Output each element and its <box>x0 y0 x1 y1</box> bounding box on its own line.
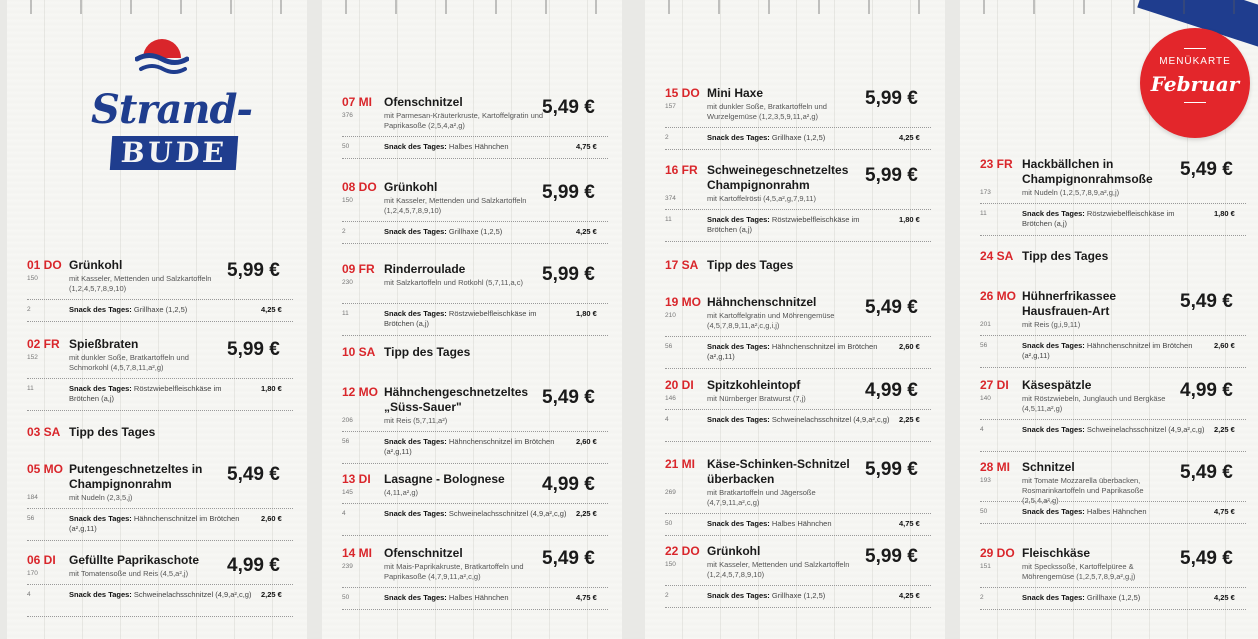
entry-price: 5,99 € <box>865 88 918 109</box>
snack-price: 4,75 € <box>576 593 597 602</box>
entry-day: 24 SA <box>980 249 1014 263</box>
entry-bottom-divider <box>665 535 931 536</box>
entry-divider <box>342 221 608 222</box>
snack-of-the-day <box>384 227 568 237</box>
entry-title: Hackbällchen in Champignonrahmsoße <box>1022 157 1153 186</box>
entry-bottom-divider <box>27 616 293 617</box>
snack-price: 4,25 € <box>1214 593 1235 602</box>
entry-day: 10 SA <box>342 345 376 359</box>
entry-description: (4,11,a²,g) <box>384 488 419 497</box>
entry-number: 184 <box>27 494 38 501</box>
entry-title: Ofenschnitzel <box>384 546 463 560</box>
snack-text: Schweinelachsschnitzel (4,9,a²,c,g) <box>771 415 890 424</box>
entry-price: 5,49 € <box>542 548 595 569</box>
entry-price: 5,99 € <box>227 339 280 360</box>
strandbude-logo <box>85 28 253 169</box>
entry-day: 03 SA <box>27 425 61 439</box>
entry-title: Tipp des Tages <box>1022 249 1109 263</box>
snack-label: Snack des Tages: <box>384 227 447 236</box>
menu-panel-2 <box>322 0 622 639</box>
entry-description: mit Tomatensoße und Reis (4,5,a²,j) <box>69 569 189 578</box>
entry-price: 5,99 € <box>865 165 918 186</box>
entry-price: 5,99 € <box>865 546 918 567</box>
entry-day: 12 MO <box>342 385 379 399</box>
entry-price: 4,99 € <box>227 555 280 576</box>
sun-wave-icon <box>135 28 189 79</box>
entry-bottom-divider <box>27 410 293 411</box>
entry-divider <box>342 587 608 588</box>
entry-description: mit Salzkartoffeln und Rotkohl (5,7,11,a,c) <box>384 278 523 287</box>
entry-number: 152 <box>27 354 38 361</box>
entry-bottom-divider <box>342 158 608 159</box>
entry-price: 5,49 € <box>542 97 595 118</box>
entry-bottom-divider <box>980 367 1246 368</box>
entry-price: 4,99 € <box>865 380 918 401</box>
snack-price: 2,60 € <box>576 437 597 446</box>
snack-text: Röstzwiebelfleischkäse im Brötchen (a,j) <box>1022 209 1175 228</box>
entry-day: 13 DI <box>342 472 371 486</box>
snack-number: 50 <box>342 143 350 150</box>
entry-number: 230 <box>342 279 353 286</box>
entry-description: mit Kasseler, Mettenden und Salzkartoffeln (1,2,4,5,7,8,9,10) <box>69 274 212 293</box>
snack-price: 2,60 € <box>261 514 282 523</box>
entry-title: Hähnchengeschnetzeltes „Süss-Sauer" <box>384 385 529 414</box>
entry-description: mit Kartoffelrösti (4,5,a²,g,7,9,11) <box>707 194 816 203</box>
snack-text: Röstzwiebelfleischkäse im Brötchen (a,j) <box>384 309 537 328</box>
entry-divider <box>27 508 293 509</box>
entry-description: mit Nudeln (1,2,5,7,8,9,a²,g,j) <box>1022 188 1120 197</box>
entry-title: Hühnerfrikassee Hausfrauen-Art <box>1022 289 1117 318</box>
snack-label: Snack des Tages: <box>1022 425 1085 434</box>
entry-description: mit Reis (5,7,11,a²) <box>384 416 448 425</box>
entry-price: 5,49 € <box>542 387 595 408</box>
snack-label: Snack des Tages: <box>384 437 447 446</box>
badge-line2: Februar <box>1150 72 1240 96</box>
entry-day: 17 SA <box>665 258 699 272</box>
snack-price: 2,25 € <box>576 509 597 518</box>
entry-day: 20 DI <box>665 378 694 392</box>
snack-price: 2,60 € <box>899 342 920 351</box>
snack-number: 11 <box>665 216 672 223</box>
entry-number: 239 <box>342 563 353 570</box>
entry-day: 05 MO <box>27 462 64 476</box>
snack-of-the-day <box>384 309 568 329</box>
entry-day: 23 FR <box>980 157 1013 171</box>
entry-day: 22 DO <box>665 544 700 558</box>
snack-label: Snack des Tages: <box>1022 209 1085 218</box>
snack-price: 4,75 € <box>1214 507 1235 516</box>
entry-description: mit Speckssoße, Kartoffelpüree & Möhrengemüse (1,2,5,7,8,9,a²,g,j) <box>1022 562 1136 581</box>
entry-number: 145 <box>342 489 353 496</box>
entry-divider <box>980 419 1246 420</box>
entry-number: 210 <box>665 312 676 319</box>
snack-of-the-day <box>384 437 568 457</box>
badge-line <box>1184 102 1206 103</box>
snack-number: 4 <box>27 591 31 598</box>
snack-price: 4,75 € <box>576 142 597 151</box>
entry-divider <box>980 203 1246 204</box>
entry-description: mit Kasseler, Mettenden und Salzkartoffeln (1,2,4,5,7,8,9,10) <box>384 196 527 215</box>
snack-label: Snack des Tages: <box>707 415 770 424</box>
snack-number: 2 <box>665 134 669 141</box>
snack-number: 50 <box>342 594 350 601</box>
entry-title: Lasagne - Bolognese <box>384 472 505 486</box>
snack-number: 56 <box>665 343 673 350</box>
entry-divider <box>27 299 293 300</box>
snack-label: Snack des Tages: <box>384 593 447 602</box>
entry-bottom-divider <box>980 235 1246 236</box>
entry-day: 08 DO <box>342 180 377 194</box>
snack-text: Röstzwiebelfleischkäse im Brötchen (a,j) <box>69 384 222 403</box>
snack-number: 4 <box>342 510 346 517</box>
entry-number: 140 <box>980 395 991 402</box>
entry-divider <box>665 513 931 514</box>
entry-number: 376 <box>342 112 353 119</box>
entry-day: 07 MI <box>342 95 373 109</box>
entry-description: mit Nürnberger Bratwurst (7,j) <box>707 394 806 403</box>
entry-day: 14 MI <box>342 546 373 560</box>
entry-price: 5,49 € <box>865 297 918 318</box>
snack-label: Snack des Tages: <box>384 309 447 318</box>
badge-line1: MENÜKARTE <box>1159 56 1231 67</box>
snack-number: 11 <box>342 310 349 317</box>
snack-label: Snack des Tages: <box>707 342 770 351</box>
snack-number: 11 <box>980 210 987 217</box>
snack-label: Snack des Tages: <box>1022 507 1085 516</box>
snack-number: 2 <box>665 592 669 599</box>
entry-divider <box>342 303 608 304</box>
snack-number: 4 <box>980 426 984 433</box>
snack-of-the-day <box>1022 209 1206 229</box>
entry-title: Rinderroulade <box>384 262 466 276</box>
snack-number: 2 <box>27 306 31 313</box>
entry-divider <box>665 585 931 586</box>
snack-text: Grillhaxe (1,2,5) <box>771 133 826 142</box>
snack-price: 1,80 € <box>899 215 920 224</box>
entry-divider <box>980 587 1246 588</box>
entry-day: 29 DO <box>980 546 1015 560</box>
snack-text: Schweinelachsschnitzel (4,9,a²,c,g) <box>1086 425 1205 434</box>
entry-number: 150 <box>27 275 38 282</box>
entry-description: mit Bratkartoffeln und Jägersoße (4,7,9,11,a²,c,g) <box>707 488 816 507</box>
entry-day: 28 MI <box>980 460 1011 474</box>
entry-price: 5,49 € <box>1180 462 1233 483</box>
entry-bottom-divider <box>342 463 608 464</box>
snack-of-the-day <box>707 133 891 143</box>
snack-of-the-day <box>69 384 253 404</box>
snack-number: 2 <box>342 228 346 235</box>
entry-number: 173 <box>980 189 991 196</box>
entry-title: Grünkohl <box>384 180 438 194</box>
entry-number: 206 <box>342 417 353 424</box>
entry-number: 374 <box>665 195 676 202</box>
snack-of-the-day <box>384 142 568 152</box>
entry-bottom-divider <box>665 149 931 150</box>
entry-description: mit dunkler Soße, Bratkartoffeln und Wurzelgemüse (1,2,3,5,9,11,a²,g) <box>707 102 827 121</box>
snack-of-the-day <box>707 215 891 235</box>
snack-of-the-day <box>1022 341 1206 361</box>
entry-description: mit Mais-Paprikakruste, Bratkartoffeln und Paprikasoße (4,7,9,11,a²,c,g) <box>384 562 524 581</box>
entry-description: mit Kartoffelgratin und Möhrengemüse (4,5,7,8,9,11,a²,c,g,i,j) <box>707 311 835 330</box>
entry-divider <box>342 503 608 504</box>
entry-bottom-divider <box>27 540 293 541</box>
snack-price: 4,25 € <box>899 133 920 142</box>
entry-price: 5,49 € <box>1180 159 1233 180</box>
entry-number: 146 <box>665 395 676 402</box>
entry-divider <box>665 409 931 410</box>
snack-number: 50 <box>665 520 673 527</box>
logo-bude: BUDE <box>110 136 238 170</box>
snack-of-the-day <box>69 514 253 534</box>
entry-title: Putengeschnetzeltes in Champignonrahm <box>69 462 203 491</box>
entry-title: Ofenschnitzel <box>384 95 463 109</box>
entry-bottom-divider <box>980 523 1246 524</box>
snack-price: 2,60 € <box>1214 341 1235 350</box>
entry-number: 151 <box>980 563 991 570</box>
entry-title: Käse-Schinken-Schnitzel überbacken <box>707 457 850 486</box>
entry-description: mit Röstzwiebeln, Junglauch und Bergkäse (4,5,11,a²,g) <box>1022 394 1166 413</box>
entry-price: 5,99 € <box>227 260 280 281</box>
entry-price: 5,49 € <box>227 464 280 485</box>
entry-number: 269 <box>665 489 676 496</box>
snack-text: Halbes Hähnchen <box>448 142 509 151</box>
entry-title: Gefüllte Paprikaschote <box>69 553 200 567</box>
snack-price: 4,75 € <box>899 519 920 528</box>
entry-day: 09 FR <box>342 262 375 276</box>
entry-bottom-divider <box>980 451 1246 452</box>
snack-text: Halbes Hähnchen <box>1086 507 1147 516</box>
entry-day: 26 MO <box>980 289 1017 303</box>
entry-description: mit Tomate Mozzarella überbacken, Rosmarinkartoffeln und Paprikasoße (2,5,4,a²,g) <box>1022 476 1144 505</box>
snack-of-the-day <box>707 591 891 601</box>
snack-of-the-day <box>1022 593 1206 603</box>
entry-description: mit dunkler Soße, Bratkartoffeln und Schmorkohl (4,5,7,8,11,a²,g) <box>69 353 189 372</box>
entry-bottom-divider <box>342 609 608 610</box>
snack-text: Schweinelachsschnitzel (4,9,a²,c,g) <box>133 590 252 599</box>
entry-divider <box>665 336 931 337</box>
snack-text: Halbes Hähnchen <box>448 593 509 602</box>
entry-title: Tipp des Tages <box>69 425 156 439</box>
entry-title: Mini Haxe <box>707 86 764 100</box>
entry-divider <box>27 584 293 585</box>
entry-bottom-divider <box>665 607 931 608</box>
entry-divider <box>665 127 931 128</box>
entry-title: Schweinegeschnetzeltes Champignonrahm <box>707 163 849 192</box>
entry-title: Spießbraten <box>69 337 139 351</box>
entry-number: 201 <box>980 321 991 328</box>
entry-price: 5,49 € <box>1180 548 1233 569</box>
snack-text: Grillhaxe (1,2,5) <box>771 591 826 600</box>
snack-label: Snack des Tages: <box>69 590 132 599</box>
menu-panel-4 <box>960 0 1258 639</box>
snack-of-the-day <box>707 415 891 425</box>
entry-number: 150 <box>665 561 676 568</box>
snack-price: 4,25 € <box>576 227 597 236</box>
entry-number: 150 <box>342 197 353 204</box>
entry-bottom-divider <box>342 335 608 336</box>
entry-bottom-divider <box>27 321 293 322</box>
snack-label: Snack des Tages: <box>69 384 132 393</box>
snack-text: Hähnchenschnitzel im Brötchen (a²,g,11) <box>69 514 240 533</box>
entry-price: 4,99 € <box>1180 380 1233 401</box>
entry-bottom-divider <box>665 241 931 242</box>
snack-label: Snack des Tages: <box>384 142 447 151</box>
badge-line <box>1184 48 1206 49</box>
snack-number: 50 <box>980 508 988 515</box>
snack-label: Snack des Tages: <box>384 509 447 518</box>
snack-price: 4,25 € <box>899 591 920 600</box>
snack-price: 1,80 € <box>261 384 282 393</box>
snack-text: Grillhaxe (1,2,5) <box>448 227 503 236</box>
entry-number: 170 <box>27 570 38 577</box>
menu-panel-1 <box>7 0 307 639</box>
snack-number: 11 <box>27 385 34 392</box>
snack-text: Grillhaxe (1,2,5) <box>1086 593 1141 602</box>
snack-of-the-day <box>69 305 253 315</box>
snack-price: 2,25 € <box>1214 425 1235 434</box>
entry-day: 15 DO <box>665 86 700 100</box>
entry-title: Grünkohl <box>707 544 761 558</box>
entry-divider <box>342 136 608 137</box>
snack-number: 2 <box>980 594 984 601</box>
snack-price: 1,80 € <box>1214 209 1235 218</box>
snack-price: 1,80 € <box>576 309 597 318</box>
entry-price: 5,99 € <box>542 182 595 203</box>
menu-panel-3 <box>645 0 945 639</box>
entry-price: 4,99 € <box>542 474 595 495</box>
entry-description: mit Kasseler, Mettenden und Salzkartoffeln (1,2,4,5,7,8,9,10) <box>707 560 850 579</box>
snack-text: Grillhaxe (1,2,5) <box>133 305 188 314</box>
entry-day: 02 FR <box>27 337 60 351</box>
entry-title: Schnitzel <box>1022 460 1075 474</box>
entry-number: 193 <box>980 477 991 484</box>
snack-label: Snack des Tages: <box>707 591 770 600</box>
entry-title: Tipp des Tages <box>707 258 794 272</box>
entry-title: Käsespätzle <box>1022 378 1092 392</box>
snack-price: 4,25 € <box>261 305 282 314</box>
entry-day: 21 MI <box>665 457 696 471</box>
entry-divider <box>980 501 1246 502</box>
snack-text: Hähnchenschnitzel im Brötchen (a²,g,11) <box>707 342 878 361</box>
entry-day: 27 DI <box>980 378 1009 392</box>
snack-number: 56 <box>980 342 988 349</box>
snack-of-the-day <box>384 593 568 603</box>
snack-of-the-day <box>1022 425 1206 435</box>
snack-of-the-day <box>707 519 891 529</box>
entry-divider <box>342 431 608 432</box>
entry-title: Spitzkohleintopf <box>707 378 801 392</box>
entry-description: mit Reis (g,i,9,11) <box>1022 320 1081 329</box>
snack-text: Hähnchenschnitzel im Brötchen (a²,g,11) <box>1022 341 1193 360</box>
entry-title: Fleischkäse <box>1022 546 1091 560</box>
snack-text: Halbes Hähnchen <box>771 519 832 528</box>
entry-bottom-divider <box>665 441 931 442</box>
entry-day: 01 DO <box>27 258 62 272</box>
entry-description: mit Nudeln (2,3,5,j) <box>69 493 133 502</box>
entry-bottom-divider <box>342 243 608 244</box>
snack-label: Snack des Tages: <box>69 514 132 523</box>
entry-day: 06 DI <box>27 553 56 567</box>
snack-of-the-day <box>69 590 253 600</box>
entry-price: 5,99 € <box>865 459 918 480</box>
entry-bottom-divider <box>980 609 1246 610</box>
entry-day: 16 FR <box>665 163 698 177</box>
snack-price: 2,25 € <box>899 415 920 424</box>
snack-number: 56 <box>342 438 350 445</box>
snack-label: Snack des Tages: <box>707 215 770 224</box>
snack-text: Hähnchenschnitzel im Brötchen (a²,g,11) <box>384 437 555 456</box>
entry-description: mit Parmesan-Kräuterkruste, Kartoffelgratin und Paprikasoße (2,5,4,a²,g) <box>384 111 544 130</box>
menu-badge <box>1140 28 1250 138</box>
snack-of-the-day <box>707 342 891 362</box>
entry-divider <box>27 378 293 379</box>
snack-of-the-day <box>1022 507 1206 517</box>
snack-label: Snack des Tages: <box>1022 341 1085 350</box>
snack-number: 4 <box>665 416 669 423</box>
snack-text: Röstzwiebelfleischkäse im Brötchen (a,j) <box>707 215 860 234</box>
entry-price: 5,99 € <box>542 264 595 285</box>
entry-divider <box>665 209 931 210</box>
snack-price: 2,25 € <box>261 590 282 599</box>
entry-title: Tipp des Tages <box>384 345 471 359</box>
snack-number: 56 <box>27 515 35 522</box>
entry-title: Hähnchenschnitzel <box>707 295 817 309</box>
entry-bottom-divider <box>665 368 931 369</box>
entry-title: Grünkohl <box>69 258 123 272</box>
entry-number: 157 <box>665 103 676 110</box>
logo-script: Strand- <box>91 86 253 133</box>
snack-label: Snack des Tages: <box>707 519 770 528</box>
entry-bottom-divider <box>342 535 608 536</box>
snack-label: Snack des Tages: <box>1022 593 1085 602</box>
entry-day: 19 MO <box>665 295 702 309</box>
entry-divider <box>980 335 1246 336</box>
snack-label: Snack des Tages: <box>69 305 132 314</box>
snack-text: Schweinelachsschnitzel (4,9,a²,c,g) <box>448 509 567 518</box>
entry-price: 5,49 € <box>1180 291 1233 312</box>
snack-label: Snack des Tages: <box>707 133 770 142</box>
snack-of-the-day <box>384 509 568 519</box>
